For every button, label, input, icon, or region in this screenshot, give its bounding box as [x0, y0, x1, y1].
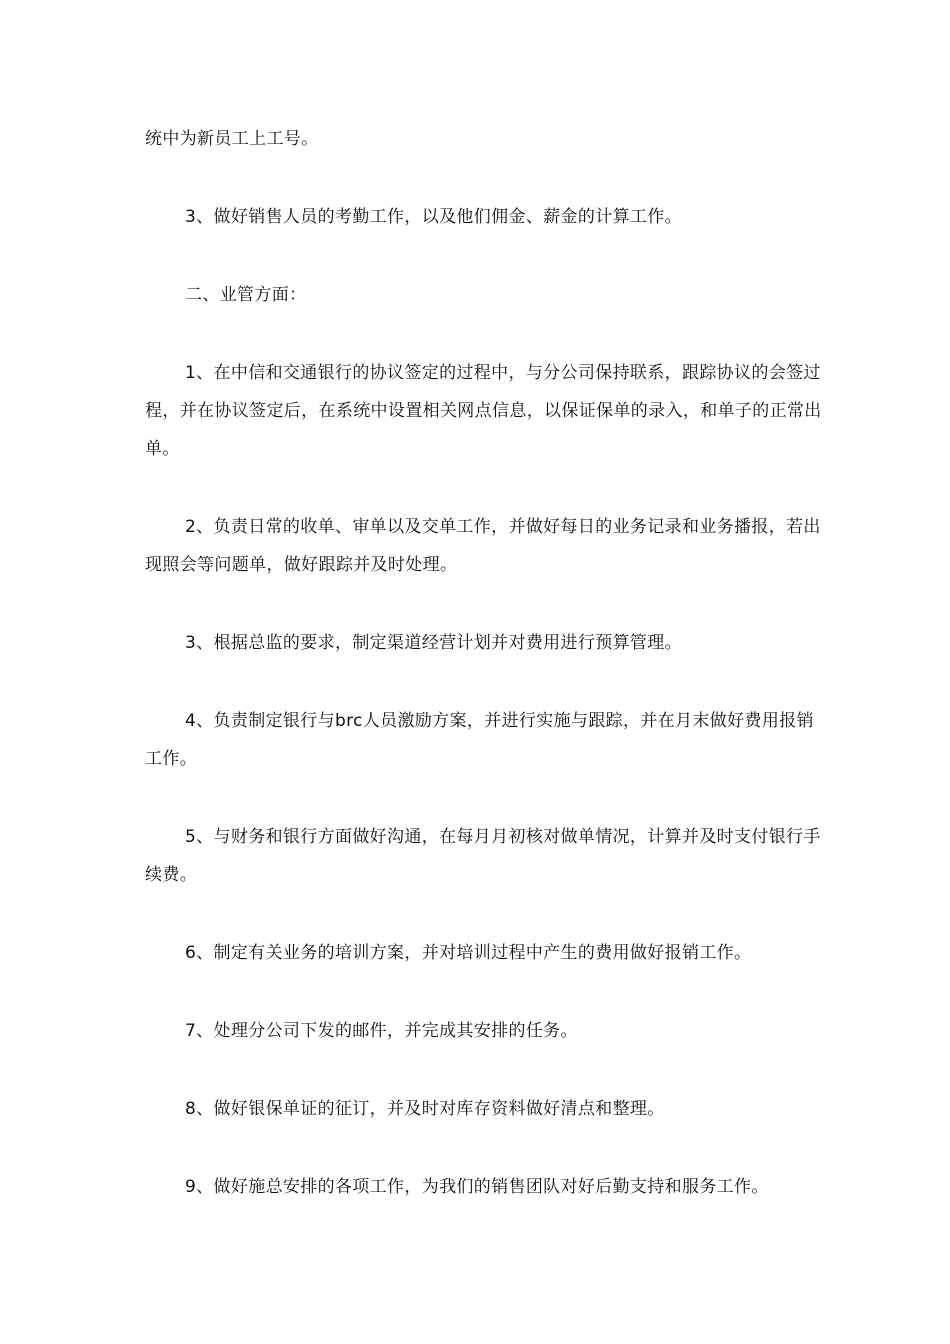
paragraph-item-3-attendance: 3、做好销售人员的考勤工作，以及他们佣金、薪金的计算工作。 [185, 207, 682, 227]
section-heading-business-management: 二、业管方面： [185, 285, 307, 305]
paragraph-item-4-incentive: 4、负责制定银行与brc人员激励方案，并进行实施与跟踪，并在月末做好费用报销工作。 [145, 711, 814, 769]
paragraph-item-7-mail: 7、处理分公司下发的邮件，并完成其安排的任务。 [185, 1021, 578, 1041]
paragraph-item-1-agreement: 1、在中信和交通银行的协议签定的过程中，与分公司保持联系，跟踪协议的会签过程，并在协议签定后，在系统中设置相关网点信息，以保证保单的录入，和单子的正常出单。 [145, 363, 822, 459]
paragraph-item-9-support: 9、做好施总安排的各项工作，为我们的销售团队对好后勤支持和服务工作。 [185, 1177, 769, 1197]
paragraph-item-6-training: 6、制定有关业务的培训方案，并对培训过程中产生的费用做好报销工作。 [185, 943, 752, 963]
paragraph-item-5-fees: 5、与财务和银行方面做好沟通，在每月月初核对做单情况，计算并及时支付银行手续费。 [145, 827, 821, 885]
document-body [145, 120, 825, 1206]
paragraph-item-3-budget: 3、根据总监的要求，制定渠道经营计划并对费用进行预算管理。 [185, 633, 682, 653]
paragraph-continuation: 统中为新员工上工号。 [145, 129, 319, 149]
paragraph-item-2-policy-processing: 2、负责日常的收单、审单以及交单工作，并做好每日的业务记录和业务播报，若出现照会等问题单，做好跟踪并及时处理。 [145, 517, 821, 575]
paragraph-item-8-documents: 8、做好银保单证的征订，并及时对库存资料做好清点和整理。 [185, 1099, 665, 1119]
